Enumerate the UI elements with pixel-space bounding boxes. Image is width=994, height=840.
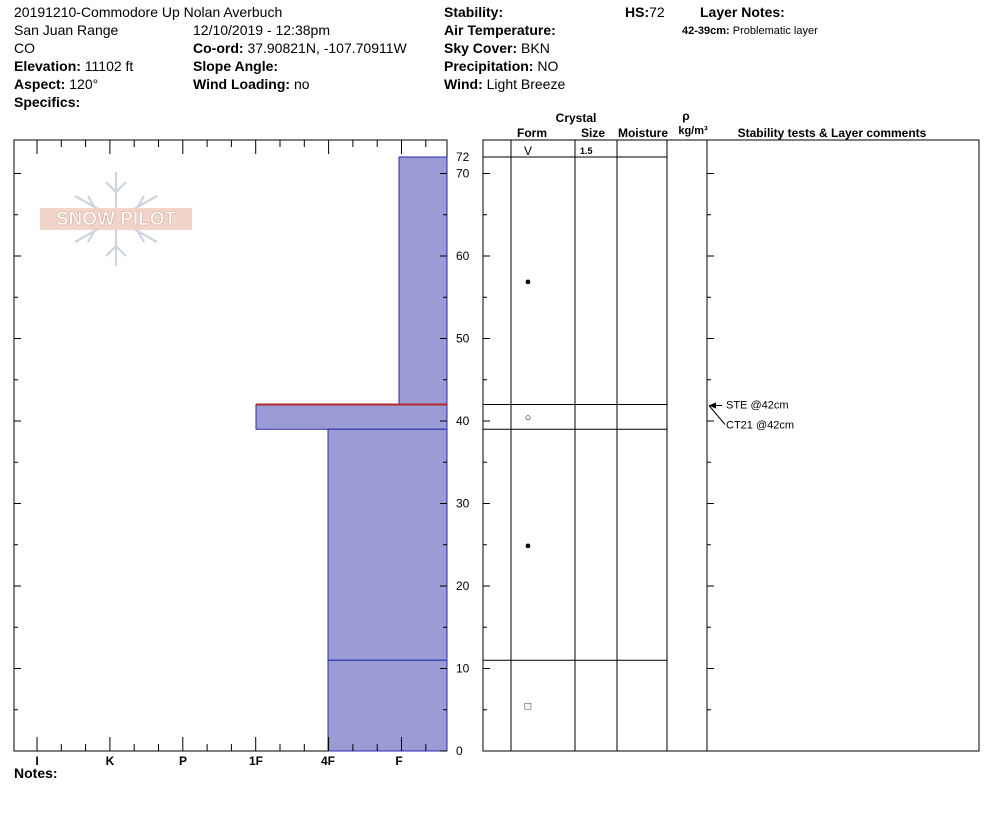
layer-bar	[328, 429, 447, 660]
specifics-label: Specifics:	[14, 94, 81, 110]
depth-tick-label: 70	[456, 166, 470, 181]
depth-tick-label: 40	[456, 414, 470, 428]
elevation-label: Elevation:	[14, 58, 81, 74]
aspect-label: Aspect:	[14, 76, 66, 92]
stability-test-label: CT21 @42cm	[726, 419, 795, 432]
comments-header: Stability tests & Layer comments	[737, 126, 927, 140]
depth-labels	[456, 150, 470, 758]
layer-bars	[256, 157, 447, 751]
surface-form-symbol: V	[523, 144, 533, 158]
layer-note-range: 42-39cm:	[682, 25, 730, 37]
coord-value: 37.90821N, -107.70911W	[247, 40, 407, 56]
observation-date: 12/10/2019 - 12:38pm	[193, 22, 330, 38]
stability-test-label: STE @42cm	[726, 399, 789, 412]
slope-label: Slope Angle:	[193, 58, 279, 74]
layer-note-text: Problematic layer	[732, 25, 818, 37]
form-header: Form	[517, 126, 547, 140]
wind-loading-label: Wind Loading:	[193, 76, 291, 92]
aspect-value: 120°	[69, 76, 99, 92]
depth-tick-label: 30	[456, 496, 470, 511]
hardness-label: I	[35, 754, 39, 768]
hardness-label: 4F	[320, 754, 336, 768]
crystal-header: Crystal	[555, 111, 597, 125]
crystal-form-symbol: ●	[524, 539, 532, 552]
hardness-label: P	[178, 754, 188, 768]
wind-label: Wind:	[444, 76, 483, 92]
test-arrow-head	[709, 403, 716, 409]
sky-cover-label: Sky Cover:	[444, 40, 518, 56]
notes-label: Notes:	[14, 765, 58, 781]
depth-tick-label: 10	[456, 661, 470, 676]
elevation-value: 11102 ft	[84, 58, 134, 74]
test-arrow-line	[709, 406, 725, 425]
hardness-labels	[35, 754, 402, 768]
hs-label: HS:	[625, 4, 650, 20]
layer-bar	[256, 405, 447, 430]
hardness-label: F	[395, 754, 403, 768]
range-name: San Juan Range	[14, 22, 119, 38]
profile-title: 20191210-Commodore Up Nolan Averbuch	[14, 4, 283, 20]
layer-bar	[399, 157, 447, 405]
depth-tick-label: 20	[456, 579, 470, 593]
depth-tick-label: 60	[456, 249, 470, 263]
precip-label: Precipitation:	[444, 58, 534, 74]
hardness-label: 1F	[248, 754, 264, 768]
density-header: kg/m³	[678, 125, 708, 137]
crystal-form-symbol: ○	[524, 411, 532, 424]
air-temp-label: Air Temperature:	[444, 22, 556, 38]
coord-label: Co-ord:	[193, 40, 244, 56]
layer-table-frame	[483, 140, 979, 751]
layer-notes-label: Layer Notes:	[700, 4, 785, 20]
hs-value: 72	[649, 4, 665, 20]
stability-label: Stability:	[444, 4, 504, 20]
rho-header: ρ	[682, 109, 690, 123]
logo-text: SNOW PILOT	[55, 209, 177, 230]
precip-value: NO	[537, 58, 559, 74]
crystal-form-symbol: ●	[524, 275, 532, 288]
wind-loading-value: no	[293, 76, 310, 92]
sky-cover-value: BKN	[521, 40, 550, 56]
wind-value: Light Breeze	[486, 76, 566, 92]
layer-bar	[328, 660, 447, 751]
surface-crystal-size: 1.5	[580, 146, 593, 156]
moisture-header: Moisture	[617, 126, 669, 140]
size-header: Size	[580, 126, 606, 140]
layer-table-grid	[483, 140, 707, 751]
state-name: CO	[14, 40, 35, 56]
crystal-forms	[525, 276, 532, 713]
depth-tick-label: 50	[456, 331, 470, 346]
hardness-label: K	[105, 754, 115, 768]
depth-tick-label: 0	[456, 744, 463, 758]
depth-top-label: 72	[456, 150, 470, 164]
crystal-form-symbol: □	[524, 700, 532, 713]
stability-tests	[709, 400, 794, 432]
